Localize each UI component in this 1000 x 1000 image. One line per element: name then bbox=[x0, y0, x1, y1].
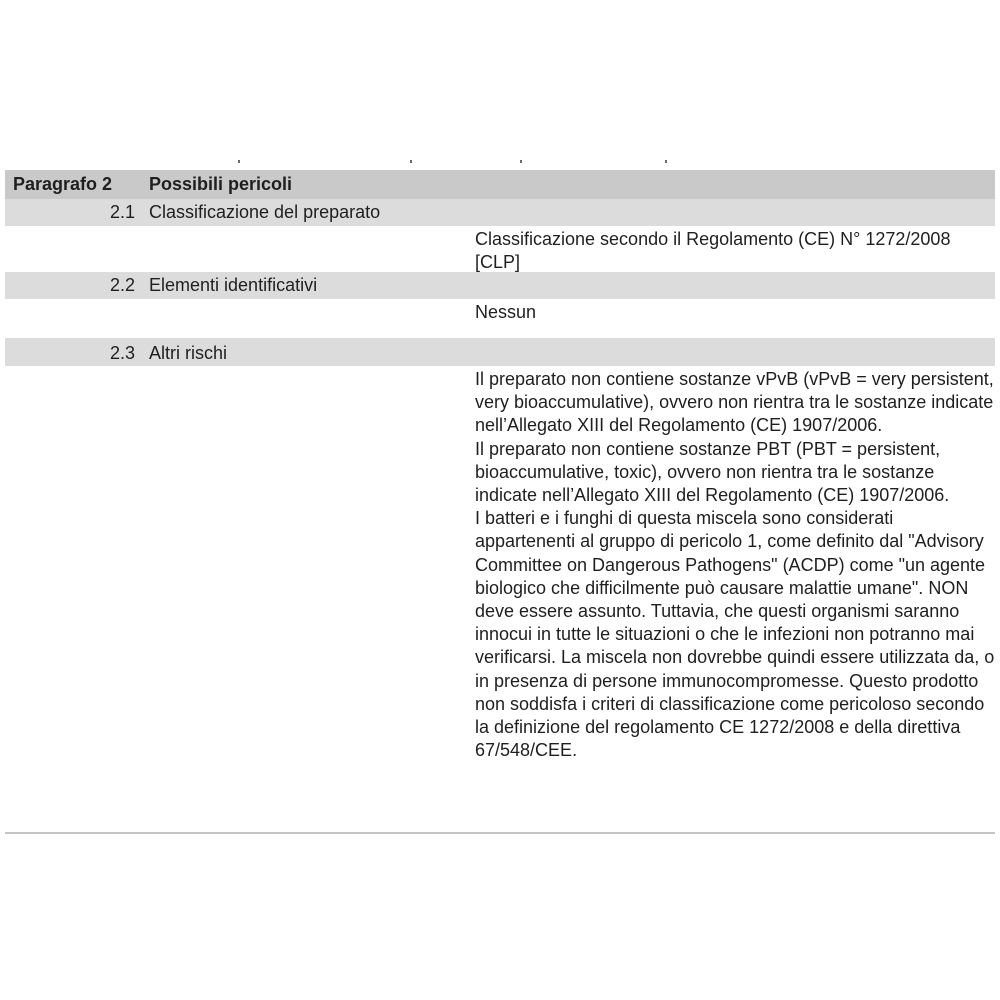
content-paragraph: I batteri e i funghi di questa miscela sono considerati appartenenti al gruppo di pericolo 1, come definito dal "Advisory Committee on Dangerous Pathogens" (ACDP) come "un agente biologico che difficilmente può causare malattie umane". NON deve essere assunto. Tuttavia, che questi organismi saranno innocui in tutte le situazioni o che le infezioni non potranno mai verificarsi. La miscela non dovrebbe quindi essere utilizzata da, o in presenza di persone immunocompromesse. Questo prodotto non soddisfa i criteri di classificazione come pericoloso secondo la definizione del regolamento CE 1272/2008 e della direttiva 67/548/CEE. bbox=[475, 508, 995, 761]
section-number: Paragrafo 2 bbox=[13, 174, 113, 194]
scan-speck bbox=[410, 160, 412, 163]
content-paragraph: Il preparato non contiene sostanze PBT (PBT = persistent, bioaccumulative, toxic), ovvero non rientra tra le sostanze indicate nell’Allegato XIII del Regolamento (CE) 1907/2006. bbox=[475, 438, 950, 506]
scan-speck bbox=[665, 160, 667, 163]
content-paragraph: Classificazione secondo il Regolamento (CE) N° 1272/2008 [CLP] bbox=[475, 229, 951, 273]
scan-speck bbox=[238, 160, 240, 163]
subsection-header-2-2 bbox=[5, 272, 995, 299]
document-section bbox=[5, 170, 995, 834]
section-bottom-rule bbox=[5, 832, 995, 834]
subsection-header-2-1 bbox=[5, 199, 995, 226]
subsection-number: 2.2 bbox=[109, 275, 135, 295]
subsection-title: Elementi identificativi bbox=[149, 275, 318, 295]
subsection-content-2-3 bbox=[5, 366, 995, 832]
subsection-header-2-3 bbox=[5, 338, 995, 366]
content-paragraph: Nessun bbox=[475, 302, 537, 322]
subsection-content-2-2 bbox=[5, 299, 995, 338]
content-paragraph: Il preparato non contiene sostanze vPvB (vPvB = very persistent, very bioaccumulative), ovvero non rientra tra le sostanze indicate nell’Allegato XIII del Regolamento (CE) 1907/2006. bbox=[475, 369, 994, 436]
subsection-number: 2.1 bbox=[109, 202, 135, 222]
subsection-content-2-1 bbox=[5, 226, 995, 272]
subsection-number: 2.3 bbox=[109, 343, 135, 363]
section-title: Possibili pericoli bbox=[149, 174, 293, 194]
subsection-title: Altri rischi bbox=[149, 343, 228, 363]
scan-speck bbox=[520, 160, 522, 163]
section-header bbox=[5, 170, 995, 199]
subsection-title: Classificazione del preparato bbox=[149, 202, 381, 222]
